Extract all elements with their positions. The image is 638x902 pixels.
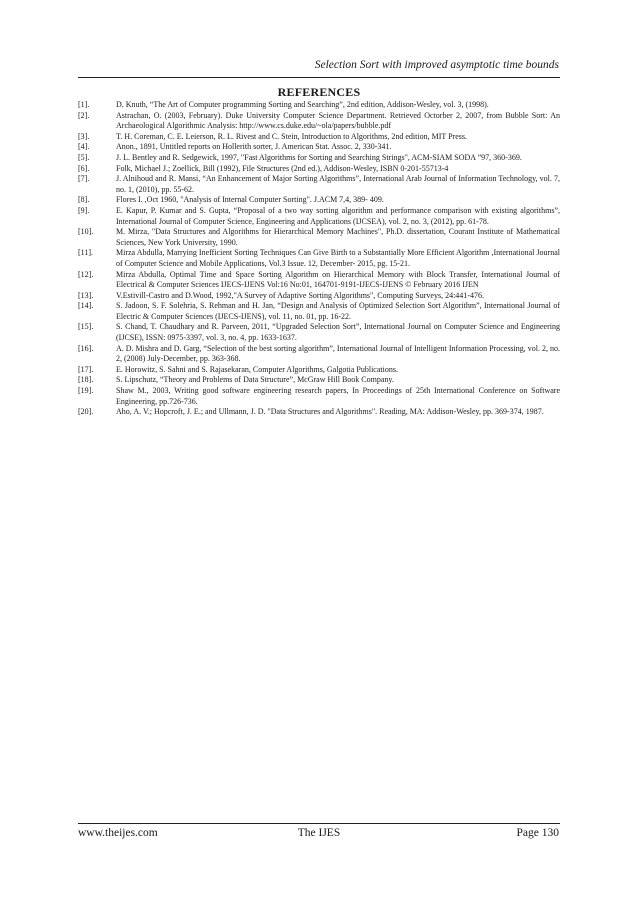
references-heading: REFERENCES xyxy=(277,85,361,99)
reference-text: M. Mirza, "Data Structures and Algorithms for Hierarchical Memory Machines", Ph.D. dissertation, Courant Institute of Mathematical Sciences, New York University, 1990. xyxy=(116,227,560,247)
running-title: Selection Sort with improved asymptotic time bounds xyxy=(314,59,559,71)
reference-text: Astrachan, O. (2003, February). Duke University Computer Science Department. Retrieved Octorber 2, 2007, from Bubble Sort: An Archaeological Algorithmic Analysis: http://www.cs.duke.edu/~ola/papers/bubble.pdf xyxy=(116,110,560,131)
reference-item xyxy=(78,153,560,164)
reference-item xyxy=(78,375,560,386)
reference-item xyxy=(78,248,560,269)
reference-number: [11]. xyxy=(78,248,94,258)
reference-text: J. Alnihoud and R. Mansi, “An Enhancement of Major Sorting Algorithms”, International Arab Journal of Information Technology, vol. 7, no. 1, (2010), pp. 55-62. xyxy=(116,174,560,194)
reference-text: Mirza Abdulla, Optimal Time and Space Sorting Algorithm on Hierarchical Memory with Block Transfer, International Journal of Electrical & Computer Sciences IJECS-IJENS Vol:16 No:01, 164701-9191-IJECS-IJENS © February 2016 IJEN xyxy=(116,269,560,290)
reference-item xyxy=(78,164,560,175)
reference-number: [16]. xyxy=(78,343,94,353)
reference-text: S. Lipschutz, “Theory and Problems of Data Structure”, McGraw Hill Book Company. xyxy=(116,375,394,385)
reference-text: S. Chand, T. Chaudhary and R. Parveen, 2011, “Upgraded Selection Sort”, International Journal on Computer Science and Engineering (IJCSE), ISSN: 0975-3397, vol. 3, no. 4, pp. 1633-1637. xyxy=(116,322,560,343)
reference-item xyxy=(78,386,560,407)
reference-item xyxy=(78,100,560,111)
reference-number: [10]. xyxy=(78,227,94,237)
reference-text: Shaw M., 2003, Writing good software engineering research papers, In Proceedings of 25th International Conference on Software Engineering, pp.726-736. xyxy=(116,386,560,406)
reference-number: [14]. xyxy=(78,301,94,311)
footer-journal: The IJES xyxy=(297,827,341,839)
reference-item xyxy=(78,365,560,376)
reference-list xyxy=(78,100,560,418)
reference-item xyxy=(78,132,560,143)
reference-number: [9]. xyxy=(78,205,90,215)
reference-item xyxy=(78,206,560,227)
reference-item xyxy=(78,142,560,153)
reference-text: Mirza Abdulla, Marrying Inefficient Sorting Techniques Can Give Birth to a Substantially More Efficient Algorithm ,International Journal of Computer Science and Mobile Applications, Vol.3 Issue. 12, December- 2015, pg. 15-21. xyxy=(116,248,560,268)
reference-number: [6]. xyxy=(78,163,90,173)
reference-item xyxy=(78,291,560,302)
reference-number: [2]. xyxy=(78,110,90,120)
reference-number: [4]. xyxy=(78,142,90,152)
reference-text: D. Knuth, “The Art of Computer programming Sorting and Searching”, 2nd edition, Addison-Wesley, vol. 3, (1998). xyxy=(116,100,489,109)
reference-number: [19]. xyxy=(78,386,94,396)
footer-website: www.theijes.com xyxy=(78,827,158,839)
reference-text: E. Horowitz, S. Sahni and S. Rajasekaran, Computer Algorithms, Galgotia Publications. xyxy=(116,364,398,374)
reference-text: Aho, A. V.; Hopcroft, J. E.; and Ullmann, J. D. "Data Structures and Algorithms". Reading, MA: Addison-Wesley, pp. 369-374, 1987. xyxy=(116,407,544,417)
reference-item xyxy=(78,322,560,343)
reference-number: [15]. xyxy=(78,322,94,332)
reference-text: V.Estivill-Castro and D.Wood, 1992,"A Survey of Adaptive Sorting Algorithms", Computing Surveys, 24:441-476. xyxy=(116,290,484,300)
reference-text: E. Kapur, P. Kumar and S. Gupta, “Proposal of a two way sorting algorithm and performance comparison with existing algorithms”, International Journal of Computer Science, Engineering and Applications (IJCSEA), vol. 2, no. 3, (2012), pp. 61-78. xyxy=(116,205,560,226)
reference-number: [20]. xyxy=(78,407,94,417)
reference-text: Flores I. ,Oct 1960, "Analysis of Internal Computer Sorting". J.ACM 7,4, 389- 409. xyxy=(116,195,384,205)
reference-text: A. D. Mishra and D. Garg, “Selection of the best sorting algorithm”, International Journal of Intelligent Information Processing, vol. 2, no. 2, (2008) July-December, pp. 363-368. xyxy=(116,343,560,364)
reference-text: Anon., 1891, Untitled reports on Hollerith sorter, J. American Stat. Assoc. 2, 330-341. xyxy=(116,142,392,152)
reference-number: [17]. xyxy=(78,364,94,374)
reference-number: [13]. xyxy=(78,290,94,300)
reference-item xyxy=(78,344,560,365)
reference-number: [18]. xyxy=(78,375,94,385)
reference-text: J. L. Bentley and R. Sedgewick, 1997, "Fast Algorithms for Sorting and Searching Strings", ACM-SIAM SODA ”97, 360-369. xyxy=(116,152,522,162)
footer-page-number: Page 130 xyxy=(516,827,559,839)
reference-item xyxy=(78,111,560,132)
reference-item xyxy=(78,407,560,418)
reference-text: S. Jadoon, S. F. Solehria, S. Rehman and H. Jan, “Design and Analysis of Optimized Selection Sort Algorithm”, International Journal of Electric & Computer Sciences (IJECS-IJENS), vol. 11, no. 01, pp. 16-22. xyxy=(116,301,560,321)
reference-number: [8]. xyxy=(78,195,90,205)
reference-item xyxy=(78,174,560,195)
reference-number: [12]. xyxy=(78,269,94,279)
reference-number: [3]. xyxy=(78,131,90,141)
reference-text: T. H. Coreman, C. E. Leierson, R. L. Rivest and C. Stein, Introduction to Algorithms, 2nd edition, MIT Press. xyxy=(116,131,468,141)
reference-item xyxy=(78,301,560,322)
reference-item xyxy=(78,227,560,248)
reference-item xyxy=(78,195,560,206)
reference-number: [5]. xyxy=(78,152,90,162)
reference-text: Folk, Michael J.; Zoellick, Bill (1992), File Structures (2nd ed.), Addison-Wesley, ISBN 0-201-55713-4 xyxy=(116,163,449,173)
reference-number: [1]. xyxy=(78,100,90,109)
footer-divider xyxy=(78,823,560,824)
reference-item xyxy=(78,270,560,291)
header-divider xyxy=(78,77,560,78)
reference-number: [7]. xyxy=(78,174,90,184)
